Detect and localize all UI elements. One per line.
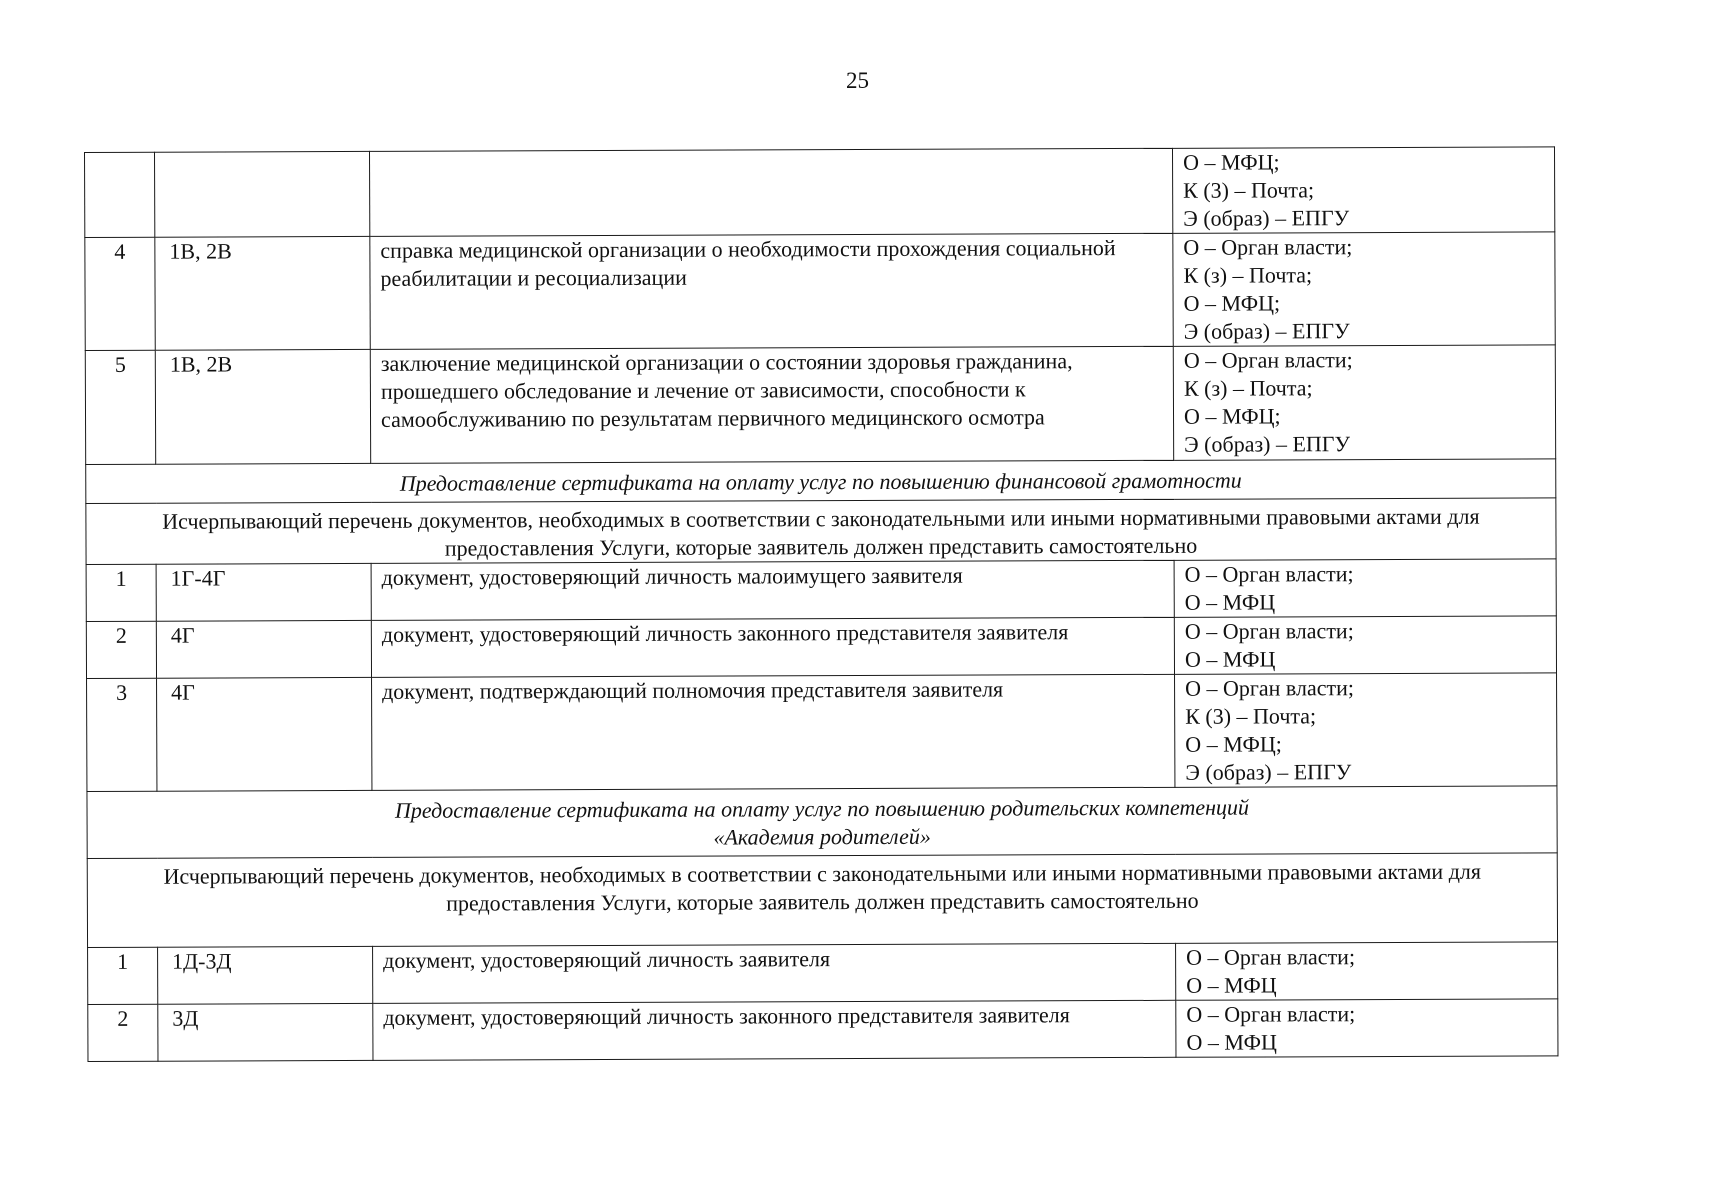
submission-method: О – Орган власти; bbox=[1183, 234, 1353, 260]
document-name-cell: справка медицинской организации о необходимости прохождения социальной реабилитации и ресоциализации bbox=[370, 233, 1173, 349]
submission-method: К (3) – Почта; bbox=[1185, 703, 1317, 729]
document-name-cell: документ, удостоверяющий личность заявителя bbox=[373, 943, 1176, 1003]
row-number-cell: 1 bbox=[86, 564, 156, 621]
submission-method-cell bbox=[1172, 147, 1554, 233]
documents-table bbox=[84, 146, 1558, 1062]
submission-method: О – Орган власти; bbox=[1184, 561, 1354, 587]
document-name-cell: документ, удостоверяющий личность законного представителя заявителя bbox=[371, 617, 1174, 677]
row-number-cell: 2 bbox=[86, 621, 156, 678]
submission-method-cell bbox=[1175, 673, 1557, 787]
section-title bbox=[87, 786, 1557, 859]
submission-method: О – Орган власти; bbox=[1183, 347, 1353, 373]
applicant-category-cell: 1В, 2В bbox=[155, 236, 370, 350]
submission-method: О – Орган власти; bbox=[1186, 1001, 1356, 1027]
submission-method: О – МФЦ; bbox=[1182, 149, 1280, 175]
submission-method: О – МФЦ; bbox=[1185, 731, 1282, 757]
applicant-category-cell: 1Д-3Д bbox=[158, 946, 373, 1004]
row-number-cell: 1 bbox=[88, 947, 158, 1004]
submission-method: О – МФЦ bbox=[1184, 589, 1276, 615]
submission-method: Э (образ) – ЕПГУ bbox=[1183, 205, 1350, 231]
row-number-cell: 3 bbox=[87, 678, 157, 791]
table-row bbox=[86, 616, 1556, 679]
row-number-cell: 2 bbox=[88, 1004, 158, 1061]
table-row bbox=[87, 673, 1557, 792]
submission-method: О – МФЦ; bbox=[1183, 290, 1281, 316]
submission-method-cell bbox=[1173, 345, 1555, 460]
submission-method: О – МФЦ bbox=[1184, 646, 1276, 672]
section-list-heading: Исчерпывающий перечень документов, необходимых в соответствии с законодательными или иными нормативными правовыми актами для предоставления Услуги, которые заявитель должен представить самостоятельно bbox=[86, 498, 1556, 565]
document-name-cell: документ, удостоверяющий личность малоимущего заявителя bbox=[371, 560, 1174, 620]
submission-method: О – МФЦ; bbox=[1183, 403, 1281, 429]
submission-method: К (3) – Почта; bbox=[1183, 177, 1315, 203]
section-title-line: «Академия родителей» bbox=[713, 823, 931, 850]
document-name-cell bbox=[369, 148, 1172, 236]
submission-method: К (з) – Почта; bbox=[1183, 262, 1313, 288]
table-row bbox=[85, 345, 1555, 465]
submission-method: О – Орган власти; bbox=[1185, 675, 1355, 701]
submission-method-cell bbox=[1173, 232, 1555, 346]
table-row bbox=[85, 147, 1555, 238]
submission-method-cell bbox=[1174, 616, 1556, 674]
section-title: Предоставление сертификата на оплату услуг по повышению финансовой грамотности bbox=[86, 459, 1556, 504]
section-title-row bbox=[87, 786, 1557, 859]
document-name-cell: документ, подтверждающий полномочия представителя заявителя bbox=[372, 674, 1175, 790]
submission-method: Э (образ) – ЕПГУ bbox=[1185, 759, 1352, 785]
applicant-category-cell: 4Г bbox=[157, 677, 372, 791]
table-row bbox=[85, 232, 1555, 351]
submission-method: О – Орган власти; bbox=[1186, 944, 1356, 970]
section-list-heading: Исчерпывающий перечень документов, необходимых в соответствии с законодательными или иными нормативными правовыми актами для предоставления Услуги, которые заявитель должен представить самостоятельно bbox=[87, 853, 1557, 948]
submission-method-cell bbox=[1176, 942, 1558, 1000]
row-number-cell: 5 bbox=[85, 350, 155, 464]
submission-method: О – МФЦ bbox=[1186, 1029, 1277, 1055]
table-row bbox=[86, 559, 1556, 622]
applicant-category-cell: 1Г-4Г bbox=[156, 563, 371, 621]
submission-method: Э (образ) – ЕПГУ bbox=[1183, 318, 1350, 344]
submission-method-cell bbox=[1174, 559, 1556, 617]
table-row bbox=[88, 942, 1558, 1005]
submission-method: О – Орган власти; bbox=[1184, 618, 1354, 644]
section-list-heading-row bbox=[87, 853, 1557, 948]
document-name-cell: документ, удостоверяющий личность законного представителя заявителя bbox=[373, 1000, 1176, 1060]
applicant-category-cell: 3Д bbox=[158, 1003, 373, 1061]
applicant-category-cell bbox=[155, 151, 370, 237]
submission-method: Э (образ) – ЕПГУ bbox=[1184, 431, 1351, 457]
section-list-heading-row bbox=[86, 498, 1556, 565]
submission-method: О – МФЦ bbox=[1186, 972, 1277, 998]
row-number-cell: 4 bbox=[85, 237, 155, 350]
submission-method: К (з) – Почта; bbox=[1183, 375, 1313, 401]
applicant-category-cell: 4Г bbox=[156, 620, 371, 678]
page-number: 25 bbox=[846, 68, 869, 93]
applicant-category-cell: 1В, 2В bbox=[155, 349, 370, 464]
table-row bbox=[88, 999, 1558, 1062]
section-title-row bbox=[86, 459, 1556, 504]
submission-method-cell bbox=[1176, 999, 1558, 1057]
section-title-line: Предоставление сертификата на оплату услуг по повышению родительских компетенций bbox=[394, 794, 1250, 823]
document-name-cell: заключение медицинской организации о состоянии здоровья гражданина, прошедшего обследование и лечение от зависимости, способности к самообслуживанию по результатам первичного медицинского осмотра bbox=[370, 346, 1173, 463]
row-number-cell bbox=[85, 152, 155, 237]
